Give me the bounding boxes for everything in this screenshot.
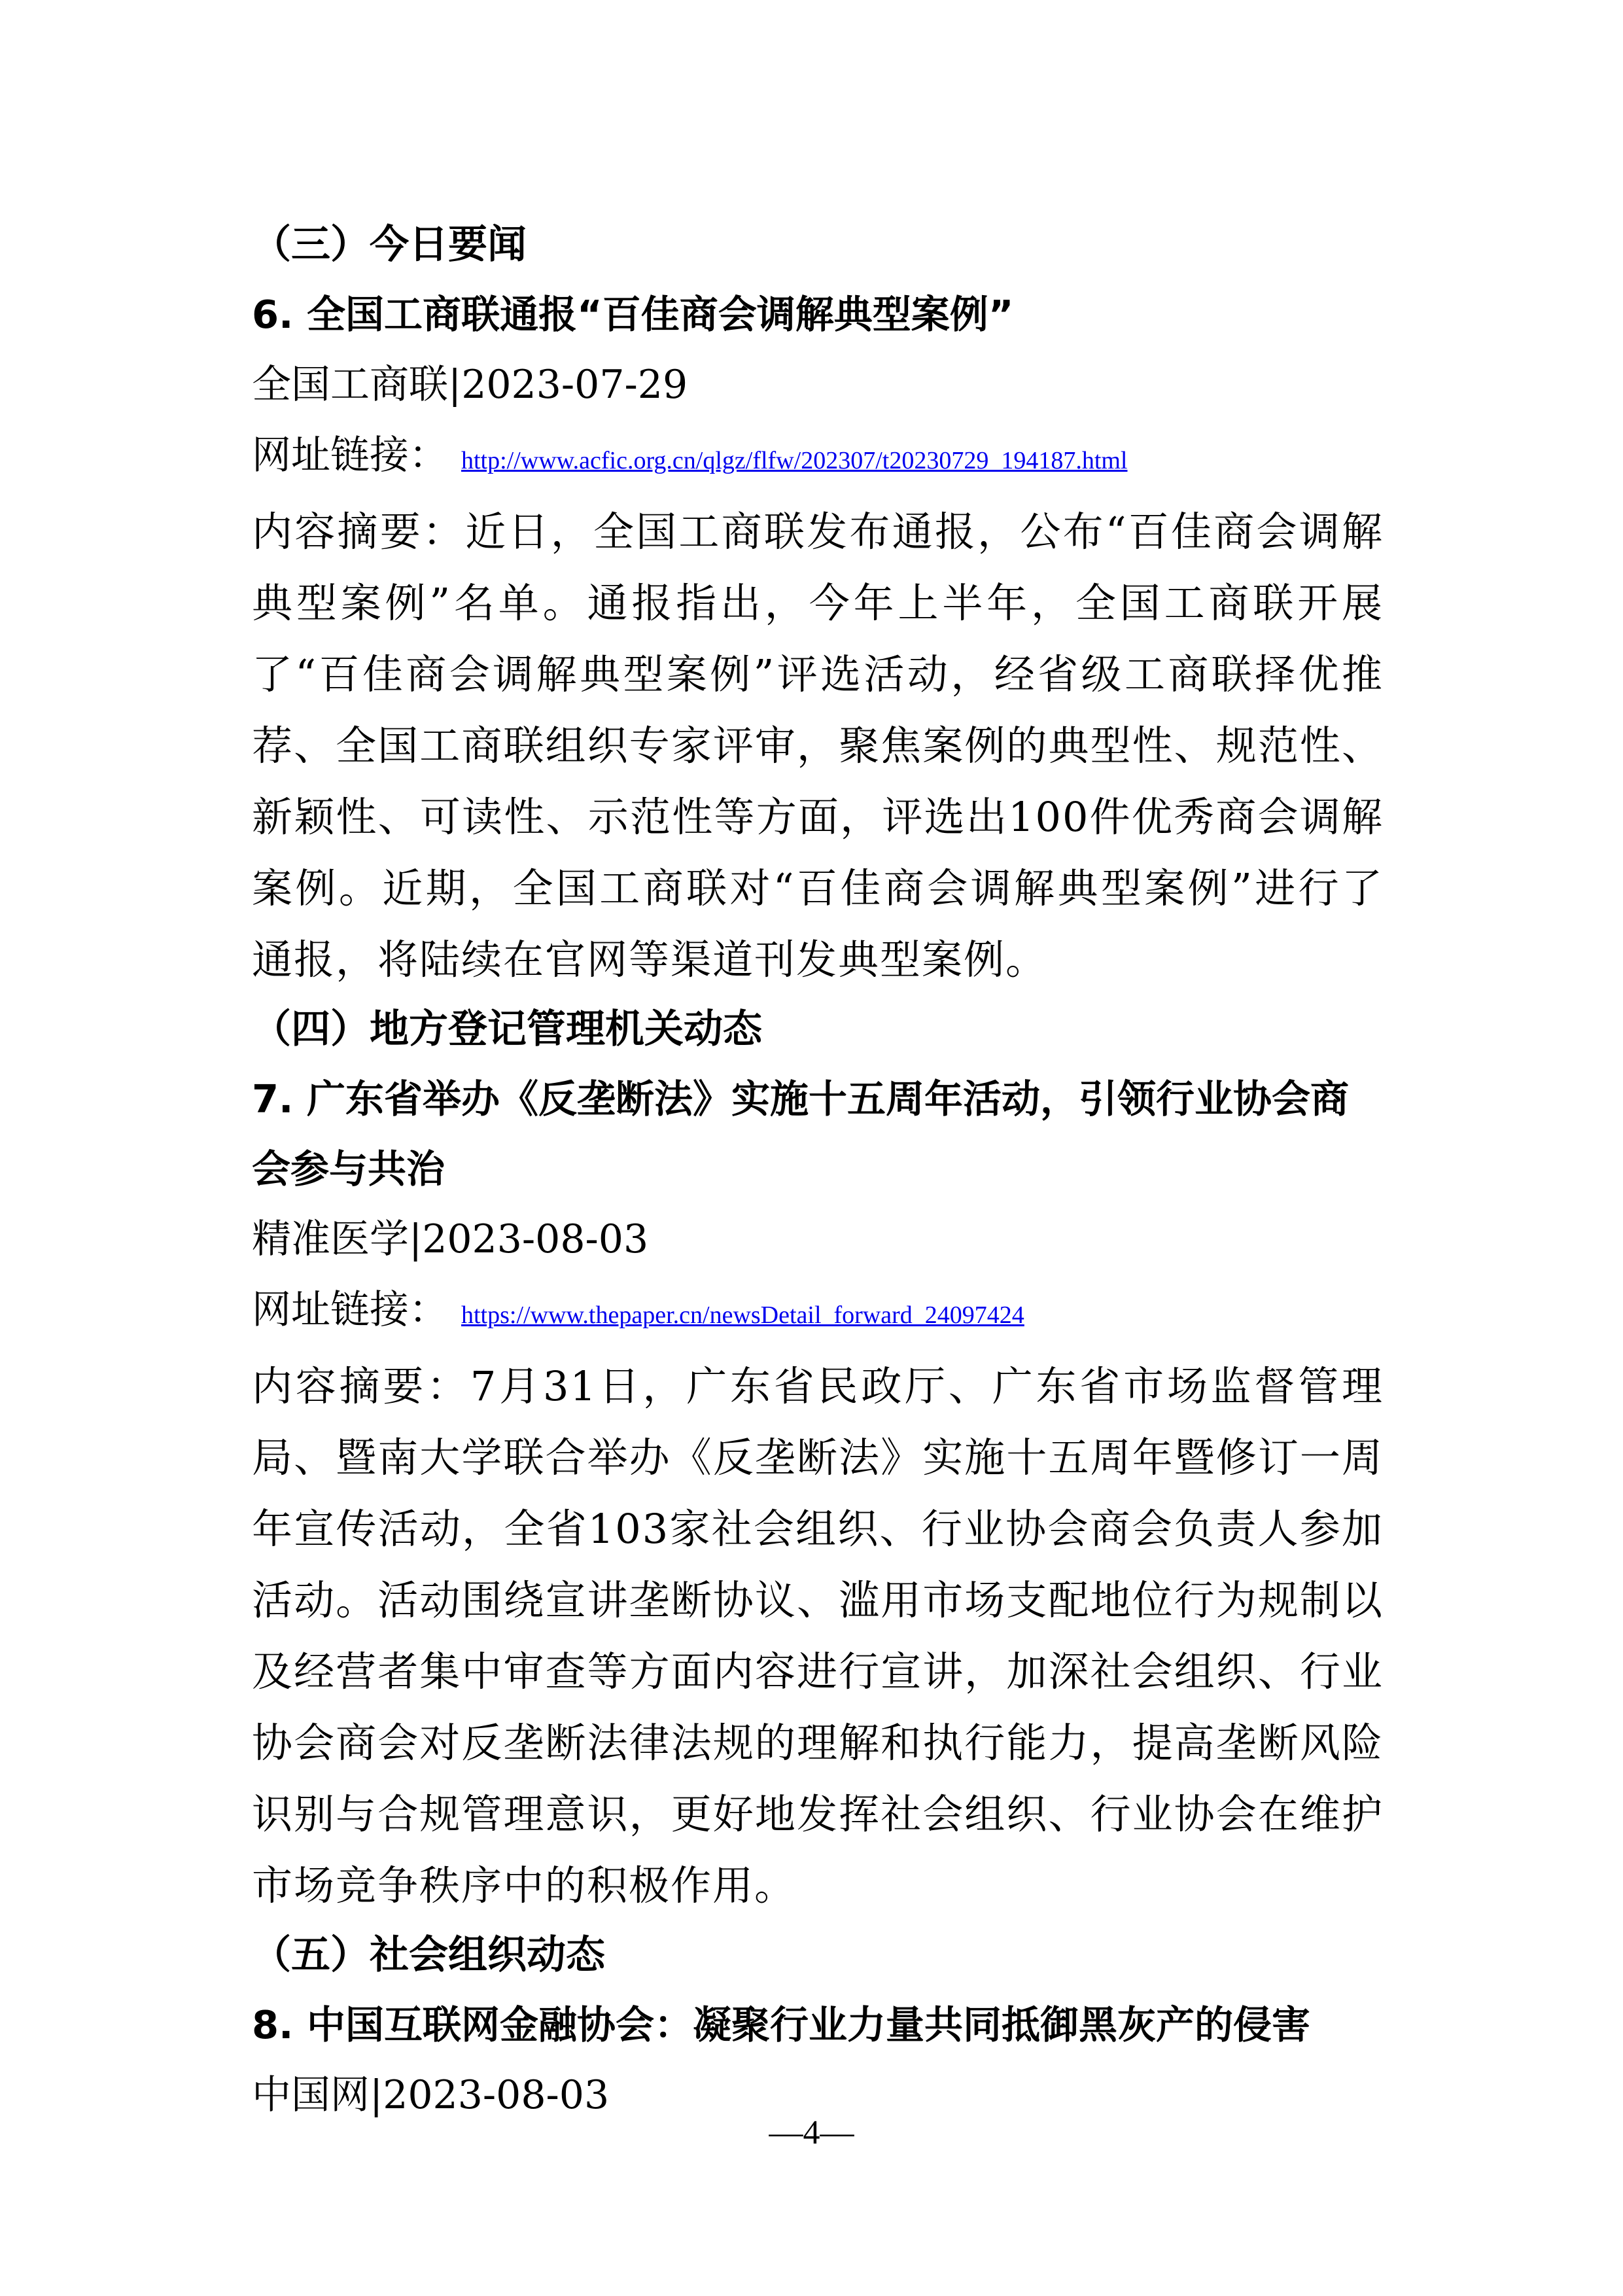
article-6-url-link[interactable]: http://www.acfic.org.cn/qlgz/flfw/202307/t20230729_194187.html xyxy=(461,447,1128,474)
article-6-link-line xyxy=(252,420,1384,496)
article-7-url-link[interactable]: https://www.thepaper.cn/newsDetail_forward_24097424 xyxy=(461,1301,1024,1329)
article-7 xyxy=(252,1064,1384,1921)
section-heading-local-registration: （四）地方登记管理机关动态 xyxy=(252,1006,762,1052)
section-heading-today-news: （三）今日要闻 xyxy=(252,222,527,268)
article-6-summary: 内容摘要：近日，全国工商联发布通报，公布“百佳商会调解典型案例”名单。通报指出，今年上半年，全国工商联开展了“百佳商会调解典型案例”评选活动，经省级工商联择优推荐、全国工商联组织专家评审，聚焦案例的典型性、规范性、新颖性、可读性、示范性等方面，评选出100件优秀商会调解案例。近期，全国工商联对“百佳商会调解典型案例”进行了通报，将陆续在官网等渠道刊发典型案例。 xyxy=(252,508,1384,983)
article-7-link-line xyxy=(252,1275,1384,1351)
document-body xyxy=(252,211,1384,2130)
article-7-summary: 内容摘要：7月31日，广东省民政厅、广东省市场监督管理局、暨南大学联合举办《反垄断法》实施十五周年暨修订一周年宣传活动，全省103家社会组织、行业协会商会负责人参加活动。活动围绕宣讲垄断协议、滥用市场支配地位行为规制以及经营者集中审查等方面内容进行宣讲，加深社会组织、行业协会商会对反垄断法律法规的理解和执行能力，提高垄断风险识别与合规管理意识，更好地发挥社会组织、行业协会在维护市场竞争秩序中的积极作用。 xyxy=(252,1362,1384,1909)
article-8 xyxy=(252,1990,1384,2130)
article-6-link-label: 网址链接： xyxy=(252,433,448,478)
article-6-title: 6. 全国工商联通报“百佳商会调解典型案例” xyxy=(252,292,1014,337)
article-8-source-date: 中国网|2023-08-03 xyxy=(252,2072,610,2118)
article-7-link-label: 网址链接： xyxy=(252,1287,448,1333)
article-6-source-date: 全国工商联|2023-07-29 xyxy=(252,362,688,408)
section-heading-social-org: （五）社会组织动态 xyxy=(252,1932,605,1978)
article-7-source-date: 精准医学|2023-08-03 xyxy=(252,1216,649,1262)
article-7-title: 7. 广东省举办《反垄断法》实施十五周年活动，引领行业协会商会参与共治 xyxy=(252,1076,1350,1192)
article-6 xyxy=(252,279,1384,995)
page-number: —4— xyxy=(769,2114,854,2151)
article-8-title: 8. 中国互联网金融协会：凝聚行业力量共同抵御黑灰产的侵害 xyxy=(252,2002,1311,2047)
